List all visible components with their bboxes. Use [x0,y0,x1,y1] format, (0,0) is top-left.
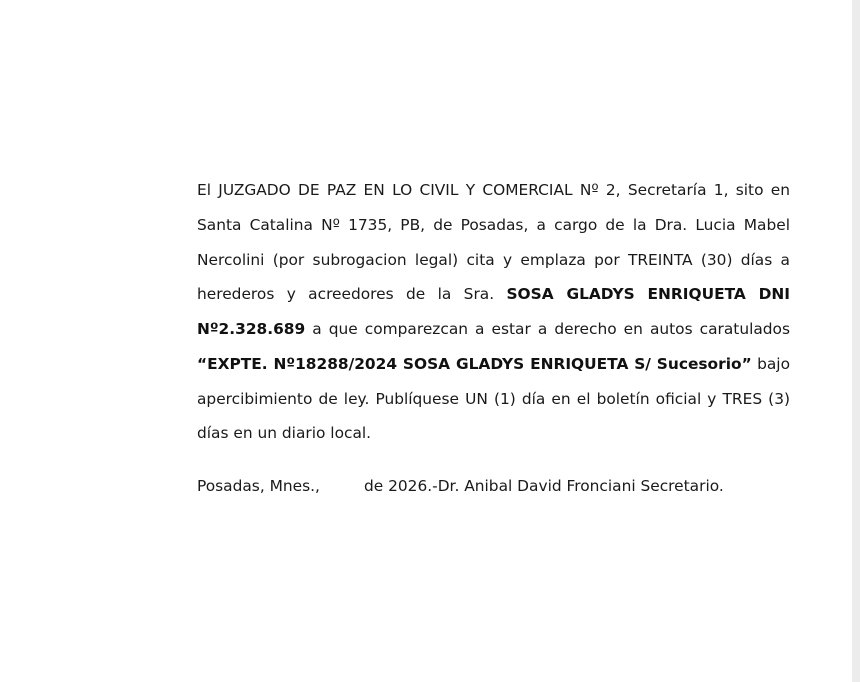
edict-text-appearance: a que comparezcan a estar a derecho en autos caratulados [305,320,790,338]
signature-line [197,472,797,500]
signature-date-gap [320,477,364,495]
edict-text-intro: El JUZGADO DE PAZ EN LO CIVIL Y COMERCIAL Nº 2, Secretaría 1, sito en Santa Catalina Nº 1735, PB, de Posadas, a cargo de la Dra. Lucia Mabel Nercolini (por subrogacion legal) cita y emplaza por TREINTA (30) días a herederos y acreedores de la Sra. [197,181,790,304]
page-edge-scrollbar[interactable] [852,0,860,682]
edict-paragraph [197,173,790,451]
signature-place: Posadas, Mnes., [197,477,320,495]
signature-closing: de 2026.-Dr. Anibal David Fronciani Secretario. [363,477,724,495]
case-title: “EXPTE. Nº18288/2024 SOSA GLADYS ENRIQUETA S/ Sucesorio” [197,354,752,373]
deceased-name-dni: SOSA GLADYS ENRIQUETA DNI Nº2.328.689 [197,285,791,338]
edict-text-publication: bajo apercibimiento de ley. Publíquese UN (1) día en el boletín oficial y TRES (3) días en un diario local. [197,354,790,443]
